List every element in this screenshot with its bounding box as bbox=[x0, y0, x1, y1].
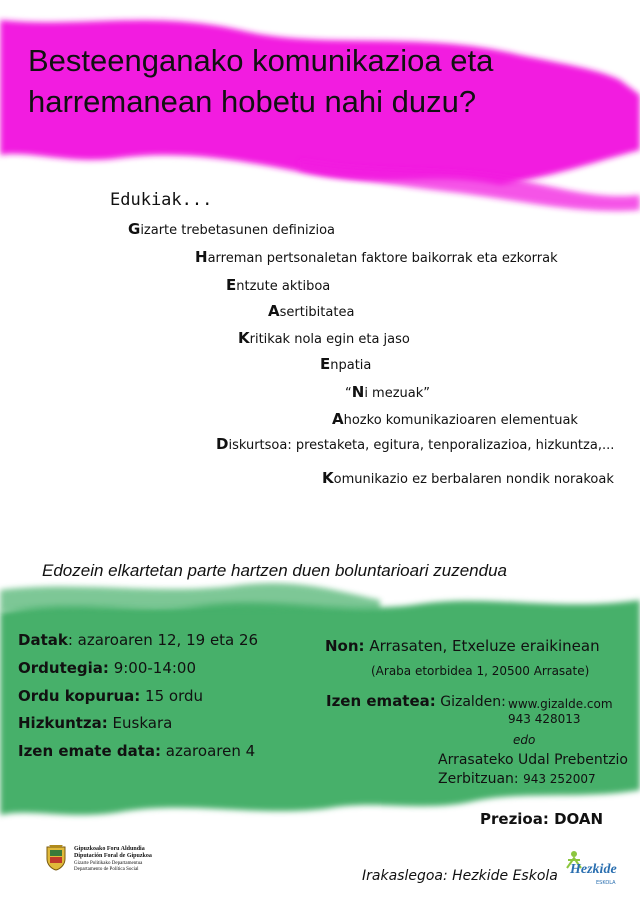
page-title bbox=[28, 40, 628, 122]
dates-row: Datak: azaroaren 12, 19 eta 26 bbox=[18, 631, 259, 649]
registration-org-2-line-1: Arrasateko Udal Prebentzio bbox=[438, 752, 628, 768]
green-brush-stroke-streaks bbox=[0, 583, 380, 612]
registration-row: Izen ematea: Gizalden: bbox=[326, 692, 506, 710]
hours-row: Ordu kopurua: 15 ordu bbox=[18, 687, 204, 705]
contents-heading: Edukiak... bbox=[110, 190, 213, 210]
deadline-row: Izen emate data: azaroaren 4 bbox=[18, 742, 256, 760]
contents-item: Entzute aktiboa bbox=[226, 276, 331, 294]
hezkide-logo bbox=[562, 848, 624, 888]
title-line-1: Besteenganako komunikazioa eta bbox=[28, 43, 494, 78]
gipuzkoa-logo bbox=[46, 845, 186, 875]
hezkide-logo-name: Hezkide bbox=[570, 862, 617, 877]
logo-left-line-3: Gizarte Politikako Departamentua bbox=[74, 861, 143, 866]
contents-item: Diskurtsoa: prestaketa, egitura, tenporalizazioa, hizkuntza,... bbox=[216, 435, 615, 453]
price: Prezioa: DOAN bbox=[480, 810, 604, 828]
title-line-2: harremanean hobetu nahi duzu? bbox=[28, 84, 477, 119]
contents-item: “Ni mezuak” bbox=[345, 383, 431, 401]
registration-web-link[interactable]: www.gizalde.com bbox=[508, 697, 613, 711]
contents-item: Ahozko komunikazioaren elementuak bbox=[332, 410, 578, 428]
teacher-credit: Irakaslegoa: Hezkide Eskola bbox=[362, 868, 558, 884]
audience-tagline: Edozein elkartetan parte hartzen duen boluntarioari zuzendua bbox=[42, 561, 507, 580]
registration-org-2-line-2: Zerbitzuan: 943 252007 bbox=[438, 771, 596, 787]
registration-phone-1: 943 428013 bbox=[508, 712, 581, 726]
coat-of-arms-icon bbox=[46, 845, 66, 871]
hezkide-logo-sub: ESKOLA bbox=[596, 880, 616, 886]
language-row: Hizkuntza: Euskara bbox=[18, 714, 173, 732]
contents-item: Asertibitatea bbox=[268, 302, 355, 320]
logo-left-line-2: Diputación Foral de Gipuzkoa bbox=[74, 853, 152, 859]
contents-item: Komunikazio ez berbalaren nondik norakoak bbox=[322, 469, 614, 487]
logo-left-line-1: Gipuzkoako Foru Aldundia bbox=[74, 846, 145, 852]
schedule-row: Ordutegia: 9:00-14:00 bbox=[18, 659, 197, 677]
contents-item: Gizarte trebetasunen definizioa bbox=[128, 220, 336, 238]
contents-item: Enpatia bbox=[320, 355, 372, 373]
logo-left-line-4: Departamento de Política Social bbox=[74, 867, 139, 872]
location-row: Non: Arrasaten, Etxeluze eraikinean bbox=[325, 637, 600, 655]
contents-item: Harreman pertsonaletan faktore baikorrak eta ezkorrak bbox=[195, 248, 558, 266]
contents-item: Kritikak nola egin eta jaso bbox=[238, 329, 410, 347]
location-address: (Araba etorbidea 1, 20500 Arrasate) bbox=[371, 664, 590, 678]
registration-or: edo bbox=[513, 733, 536, 747]
